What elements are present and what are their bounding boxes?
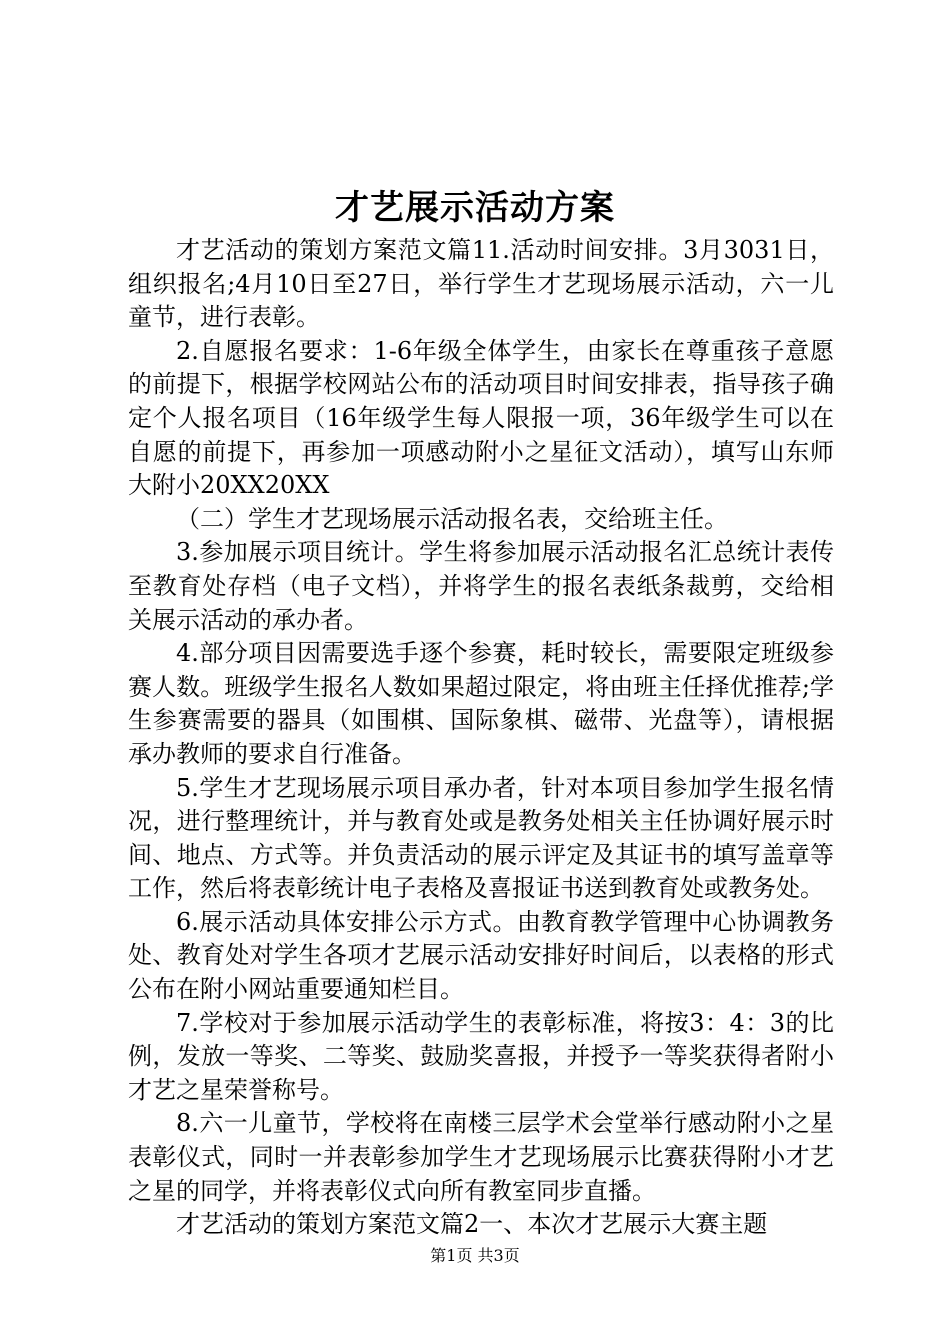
document-body [128, 234, 834, 1242]
paragraph-registration-form: （二）学生才艺现场展示活动报名表，交给班主任。 [176, 504, 728, 533]
paragraph-item-2: 2.自愿报名要求：1-6年级全体学生，由家长在尊重孩子意愿的前提下，根据学校网站公布的活动项目时间安排表，指导孩子确定个人报名项目（16年级学生每人限报一项，36年级学生可以在自愿的前提下，再参加一项感动附小之星征文活动），填写山东师大附小20XX20XX [128, 336, 834, 500]
document-title: 才艺展示活动方案 [335, 188, 615, 228]
paragraph-section-2-heading: 才艺活动的策划方案范文篇2一、本次才艺展示大赛主题 [176, 1210, 768, 1239]
paragraph-item-8: 8.六一儿童节，学校将在南楼三层学术会堂举行感动附小之星表彰仪式，同时一并表彰参加学生才艺现场展示比赛获得附小才艺之星的同学，并将表彰仪式向所有教室同步直播。 [128, 1109, 834, 1205]
paragraph-item-6: 6.展示活动具体安排公示方式。由教育教学管理中心协调教务处、教育处对学生各项才艺展示活动安排好时间后，以表格的形式公布在附小网站重要通知栏目。 [128, 907, 834, 1004]
page-number-footer: 第1页 共3页 [430, 1246, 520, 1265]
paragraph-item-3: 3.参加展示项目统计。学生将参加展示活动报名汇总统计表传至教育处存档（电子文档），并将学生的报名表纸条裁剪，交给相关展示活动的承办者。 [128, 538, 834, 634]
paragraph-item-7: 7.学校对于参加展示活动学生的表彰标准，将按3：4：3的比例，发放一等奖、二等奖、鼓励奖喜报，并授予一等奖获得者附小才艺之星荣誉称号。 [128, 1008, 834, 1104]
paragraph-item-5: 5.学生才艺现场展示项目承办者，针对本项目参加学生报名情况，进行整理统计，并与教育处或是教务处相关主任协调好展示时间、地点、方式等。并负责活动的展示评定及其证书的填写盖章等工作，然后将表彰统计电子表格及喜报证书送到教育处或教务处。 [128, 773, 834, 903]
paragraph-intro: 才艺活动的策划方案范文篇11.活动时间安排。3月3031日，组织报名;4月10日至27日，举行学生才艺现场展示活动，六一儿童节，进行表彰。 [128, 236, 834, 332]
paragraph-item-4: 4.部分项目因需要选手逐个参赛，耗时较长，需要限定班级参赛人数。班级学生报名人数如果超过限定，将由班主任择优推荐;学生参赛需要的器具（如围棋、国际象棋、磁带、光盘等），请根据承办教师的要求自行准备。 [128, 639, 834, 768]
